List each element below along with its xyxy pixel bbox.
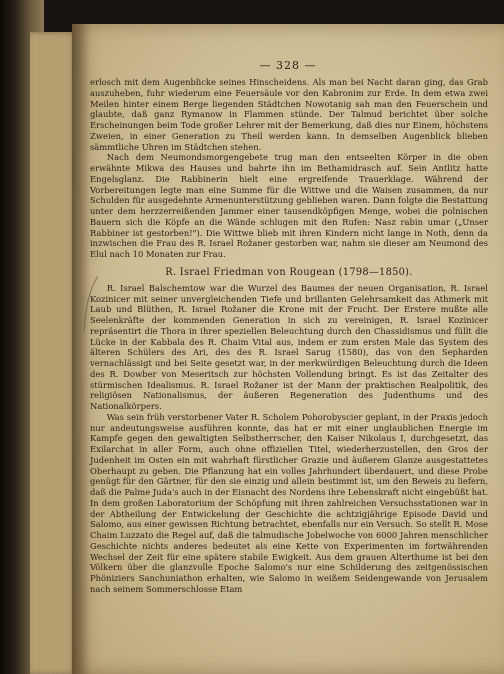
body-text [90,77,488,595]
book-page [72,24,504,674]
paragraph: Nach dem Neumondsmorgengebete trug man den entseelten Körper in die oben erwähnte Mikwa des Hauses und bahrte ihn im Bethamidrasch auf. Sein Antlitz hatte Engelsglanz. Die Rabbinerin hielt eine ergreifende Trauerklage. Während der Vorbereitungen legte man eine Summe für die Wittwe und die Waisen zusammen, da nur Schulden für ausgedehnte Armenunterstützung geblieben waren. Dann folgte die Bestattung unter dem herzzerreißenden Jammer einer tausendköpfigen Menge, wobei die polnischen Bauern sich die Köpfe an die Wände schlugen mit den Rufen: Nasz rabin umar („Unser Rabbiner ist gestorben!"). Die Wittwe blieb mit ihren Kindern nicht lange in Noth, denn da inzwischen die Frau des R. Israel Rožaner gestorben war, nahm sie dieser am Neumond des Elul nach 10 Monaten zur Frau. [90,152,488,259]
paragraph: R. Israel Balschemtow war die Wurzel des Baumes der neuen Organisation, R. Israel Kozinicer mit seiner unvergleichenden Tiefe und brillanten Gelehrsamkeit das Athmerk mit Laub und Blüthen, R. Israel Rožaner die Krone mit der Frucht. Der Erstere mußte alle Seelenkräfte der kommenden Generation in sich zu vereinigen, R. Israel Kozinicer repräsentirt die Thora in ihrer speziellen Beleuchtung durch den Chassidismus und füllt die Lücke in der Kabbala des R. Chaim Vital aus, indem er zum ersten Male das System des älteren Schülers des Ari, des des R. Israel Sarug (1580), das von den Sepharden vernachlässigt und bei Seite gesetzt war, in der merkwürdigen Beleuchtung durch die Ideen des R. Dowber von Meseritsch zur höchsten Vollendung bringt. Es ist das Zeitalter des stürmischen Idealismus. R. Israel Rožaner ist der Mann der praktischen Realpolitik, des religiösen Nationalismus, der äußeren Regeneration des Judenthums und des Nationalkörpers. [90,282,488,411]
page-stack-edge [30,32,76,674]
section-heading: R. Israel Friedman von Rougean (1798—1850). [165,266,413,278]
paragraph: Was sein früh verstorbener Vater R. Scholem Pohorobyscier geplant, in der Praxis jedoch nur andeutungsweise ausführen konnte, das hat er mit einer unglaublichen Energie im Kampfe gegen den gewaltigten Selbstherrscher, den Kaiser Nikolaus I, durchgesetzt, das Exilarchat in aller Form, auch ohne offiziellen Titel, wiederherzustellen, den Gros der Judenheit im Osten ein mit wahrhaft fürstlicher Grazie und äußerem Glanze ausgestattetes Oberhaupt zu geben. Die Pflanzung hat ein volles Jahrhundert überdauert, und diese Probe genügt für den Gärtner, für den sie einzig und allein bestimmt ist, um den Beweis zu liefern, daß die Palme Juda's auch in der Eisnacht des Nordens ihre Lebenskraft nicht eingebüßt hat. In dem großen Laboratorium der Schöpfung mit ihren zahlreichen Versuchsstationen war in der Abtheilung der Entwickelung der Geschichte die achtzigjährige Episode David und Salomo, aus einer gewissen Richtung betrachtet, ebenfalls nur ein Versuch. So stellt R. Mose Chaim Luzzato die Regel auf, daß die talmudische Jobelwoche von 6000 Jahren menschlicher Geschichte nichts anderes bedeutet als eine Kette von Experimenten im fortwährenden Wechsel der Zeit für eine spätere stabile Ewigkeit. Aus dem grauen Alterthume ist bei den Völkern über die glanzvolle Epoche Salomo's nur eine Schilderung des zeitgenössischen Phöniziers Sanchuniathon erhalten, wie Salomo in weißem Seidengewande von Jerusalem nach seinem Sommerschlosse Etam [90,411,488,594]
paragraph: erlosch mit dem Augenblicke seines Hinscheidens. Als man bei Nacht daran ging, das Grab auszuheben, fuhr wiederum eine Feuersäule vor den Kabronim zur Erde. In dem etwa zwei Meilen hinter einem Berge liegenden Städtchen Nowotanig sah man den Feuerschein und glaubte, daß ganz Rymanow in Flammen stünde. Der Talmud berichtet über solche Erscheinungen beim Tode großer Lehrer mit der Bemerkung, daß dies nur Einem, höchstens Zweien, in einer Generation zu Theil werden kann. In demselben Augenblick blieben sämmtliche Uhren im Städtchen stehen. [90,77,488,152]
page-number: — 328 — [259,59,317,72]
spine-shadow [72,24,90,674]
